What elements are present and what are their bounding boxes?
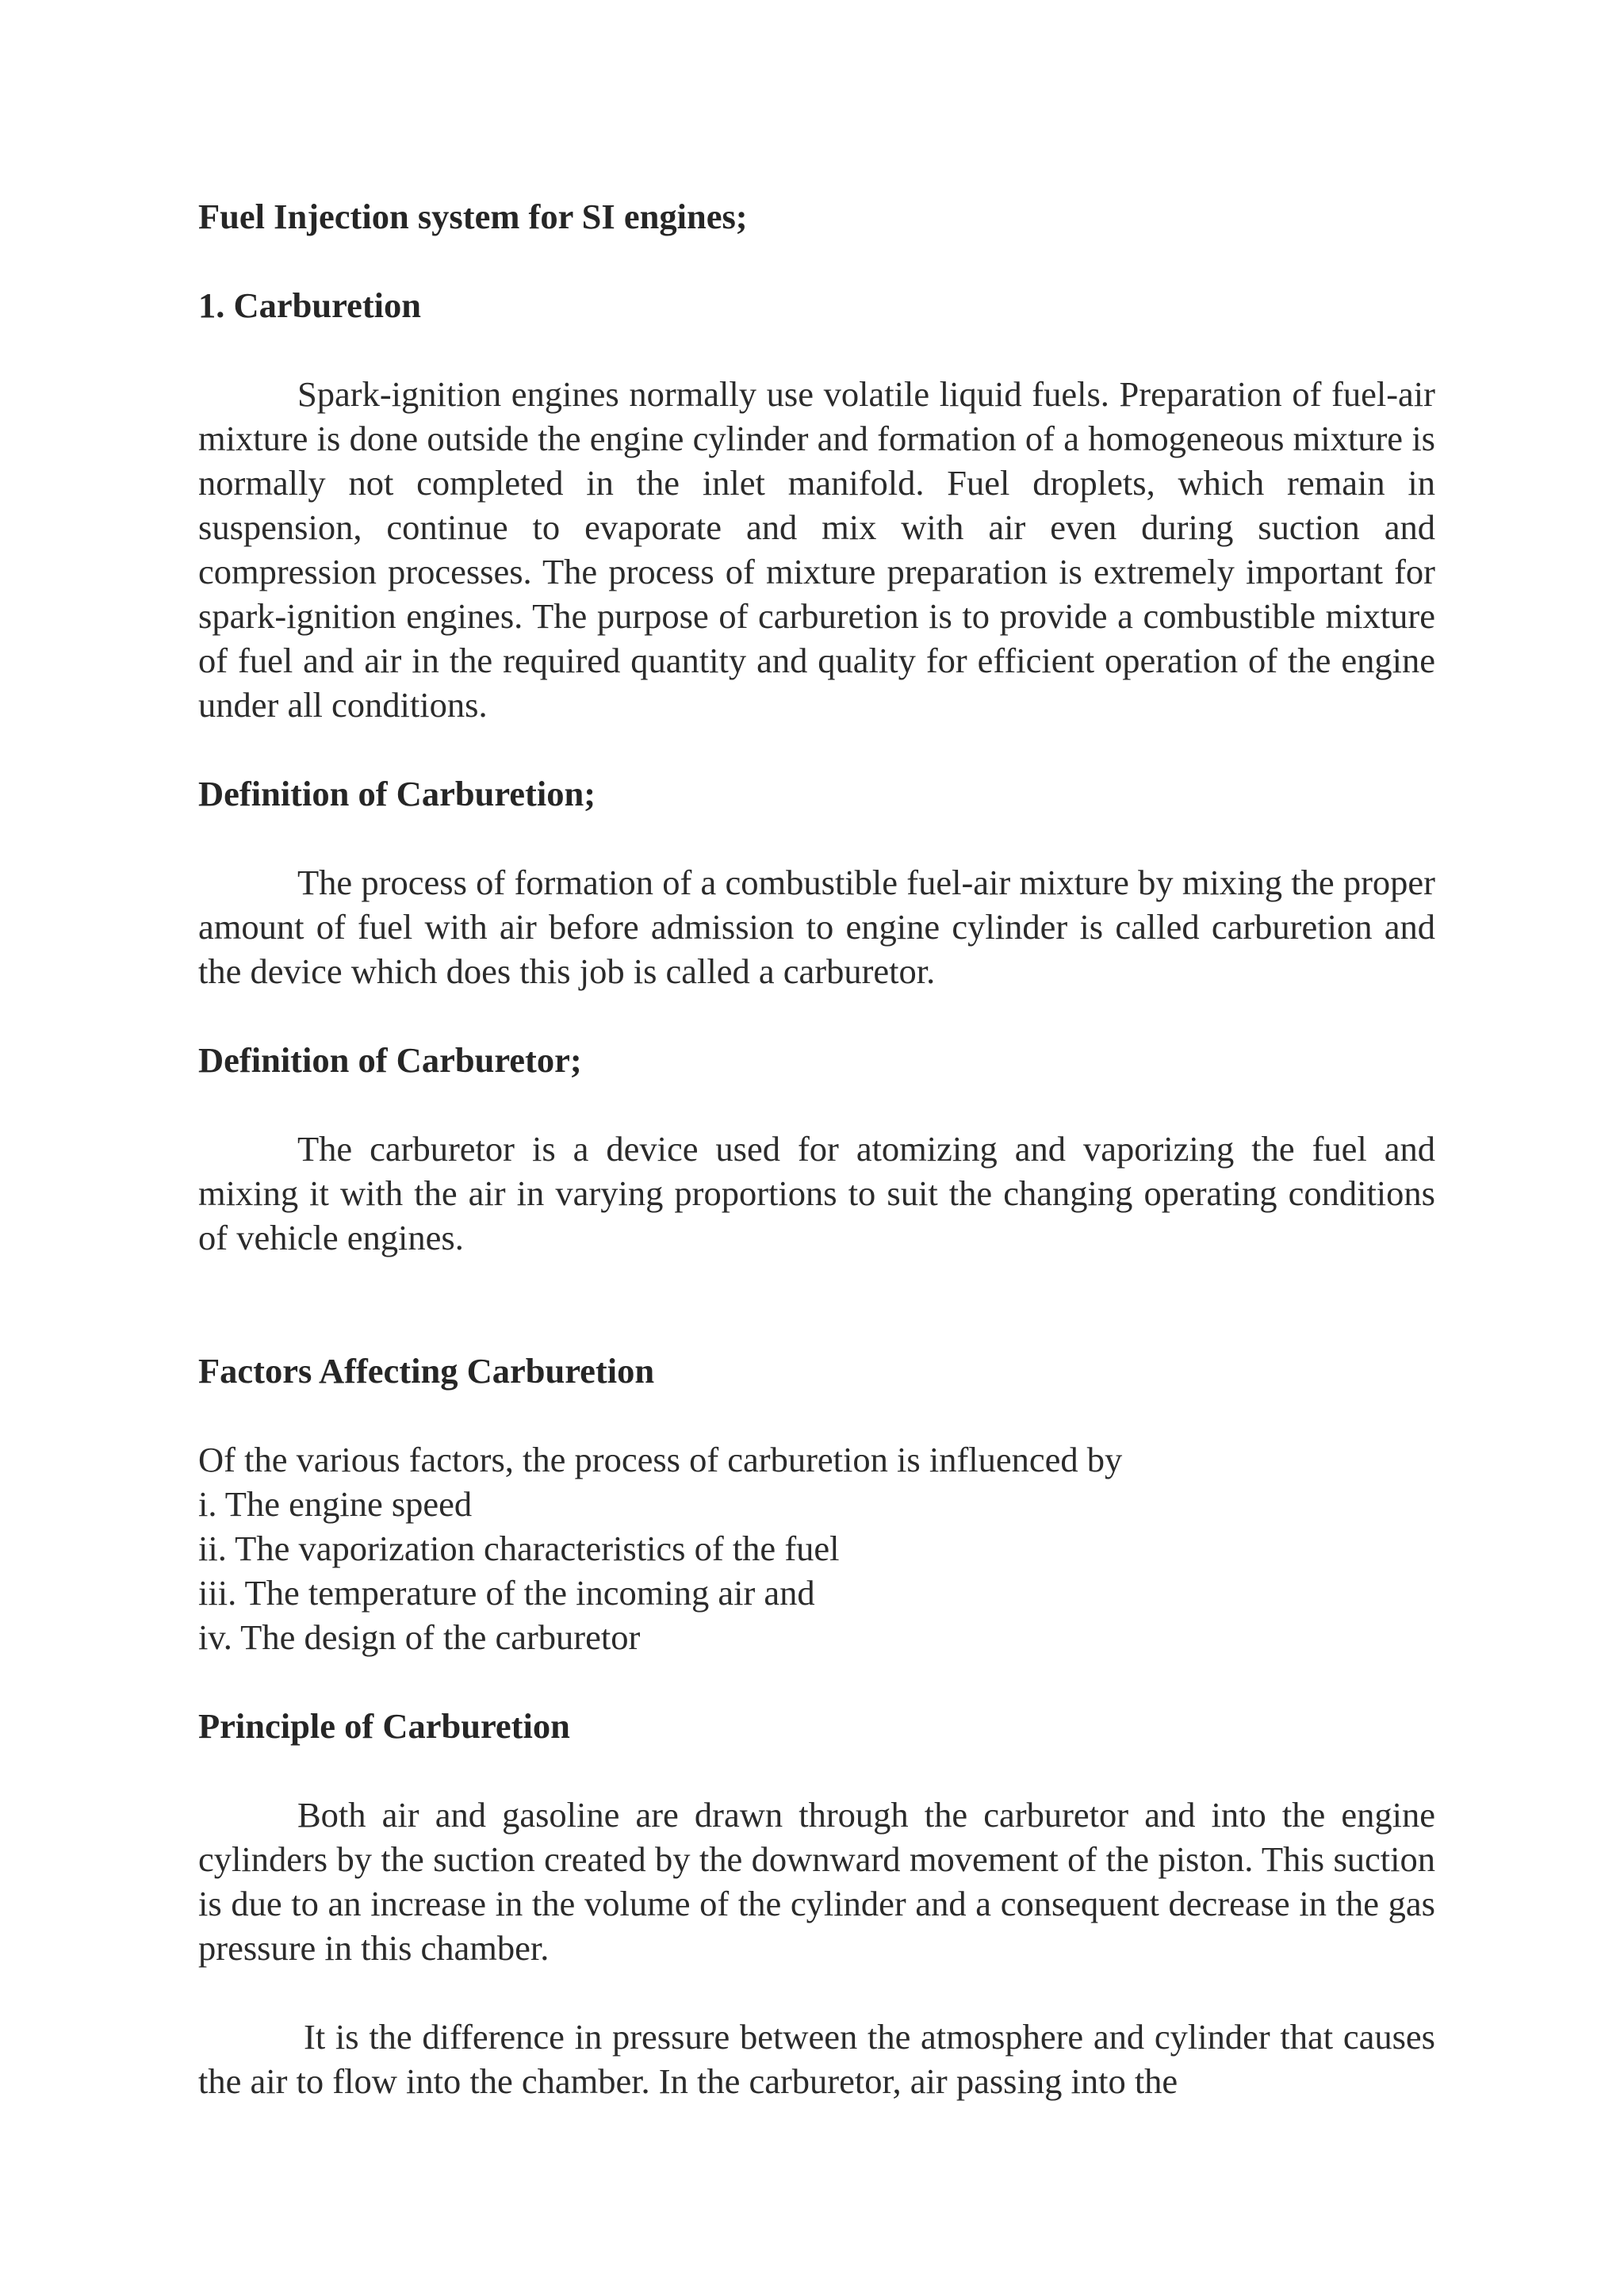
section-heading-definition-carburetor: Definition of Carburetor; — [198, 1040, 582, 1080]
definition-carburetor-paragraph: The carburetor is a device used for atomizing and vaporizing the fuel and mixing it with the air in varying proportions to suit the changing operating conditions of vehicle engines. — [198, 1129, 1435, 1257]
factors-list — [198, 1482, 1435, 1659]
document-title: Fuel Injection system for SI engines; — [198, 197, 748, 236]
principle-paragraph-2: It is the difference in pressure between the atmosphere and cylinder that causes the air to flow into the chamber. In the carburetor, air passing into the — [198, 2017, 1435, 2101]
list-item: ii. The vaporization characteristics of the fuel — [198, 1529, 840, 1568]
principle-paragraph-1: Both air and gasoline are drawn through the carburetor and into the engine cylinders by the suction created by the downward movement of the piston. This suction is due to an increase in the volume of the cylinder and a consequent decrease in the gas pressure in this chamber. — [198, 1795, 1435, 1968]
document-page — [198, 194, 1435, 2103]
list-item: i. The engine speed — [198, 1484, 473, 1524]
definition-carburetion-paragraph: The process of formation of a combustible fuel-air mixture by mixing the proper amount of fuel with air before admission to engine cylinder is called carburetion and the device which does this job is called a carburetor. — [198, 863, 1435, 991]
list-item: iii. The temperature of the incoming air and — [198, 1573, 815, 1613]
section-heading-principle: Principle of Carburetion — [198, 1706, 570, 1746]
section-heading-factors: Factors Affecting Carburetion — [198, 1351, 655, 1391]
factors-intro: Of the various factors, the process of carburetion is influenced by — [198, 1440, 1123, 1479]
section-heading-definition-carburetion: Definition of Carburetion; — [198, 774, 596, 813]
list-item: iv. The design of the carburetor — [198, 1617, 641, 1657]
carburetion-paragraph: Spark-ignition engines normally use volatile liquid fuels. Preparation of fuel-air mixture is done outside the engine cylinder and formation of a homogeneous mixture is normally not completed in the inlet manifold. Fuel droplets, which remain in suspension, continue to evaporate and mix with air even during suction and compression processes. The process of mixture preparation is extremely important for spark-ignition engines. The purpose of carburetion is to provide a combustible mixture of fuel and air in the required quantity and quality for efficient operation of the engine under all conditions. — [198, 374, 1435, 725]
section-heading-carburetion: 1. Carburetion — [198, 285, 422, 325]
